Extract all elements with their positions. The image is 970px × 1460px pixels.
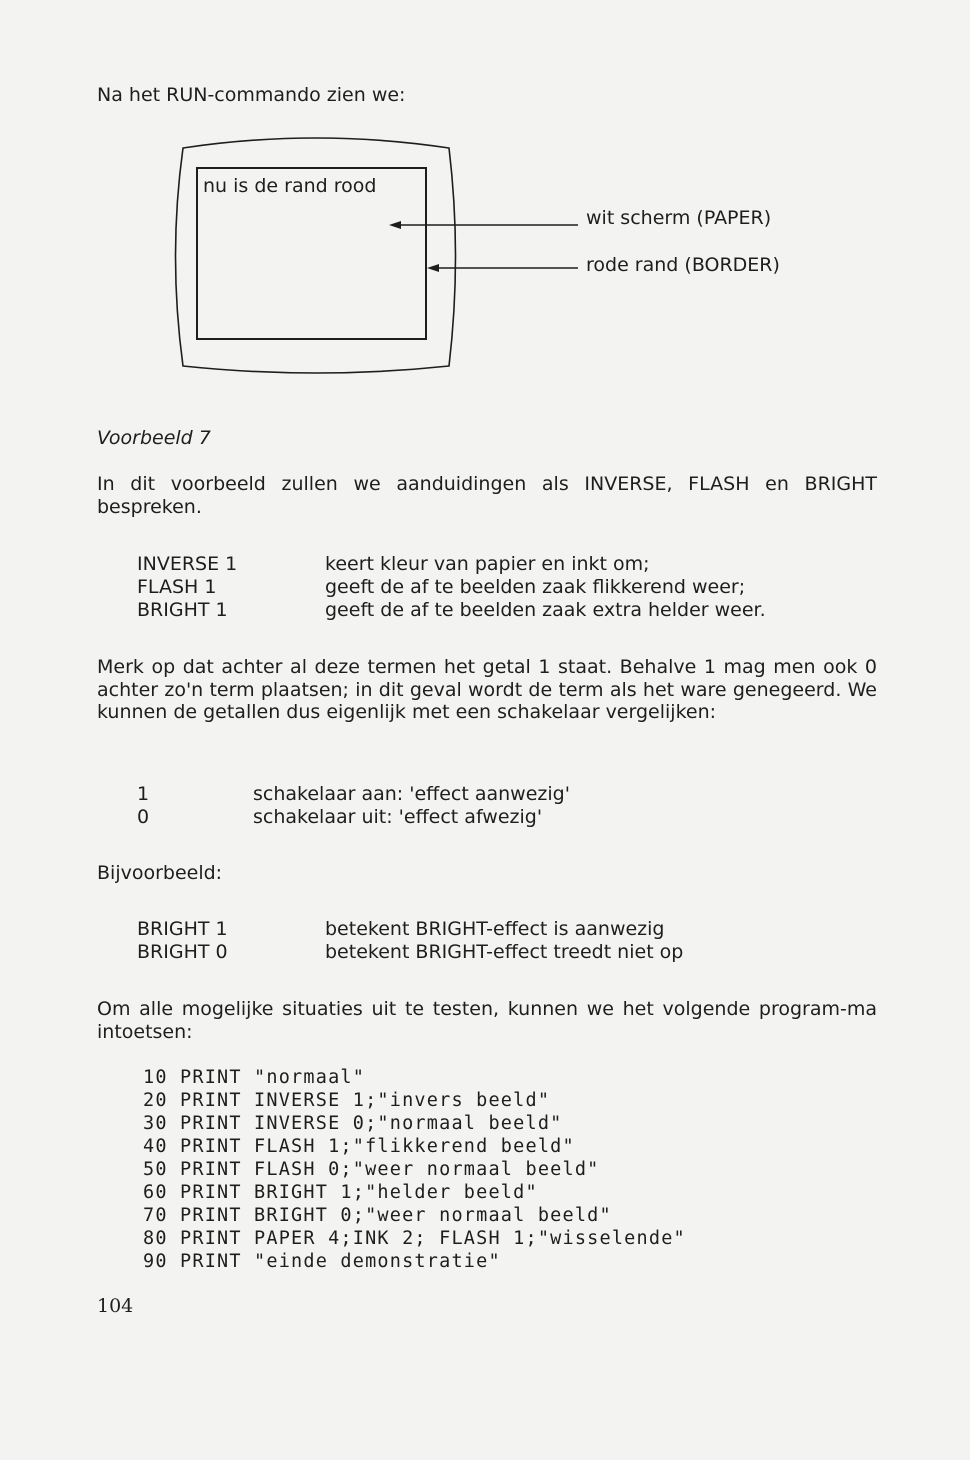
command-desc: geeft de af te beelden zaak flikkerend weer; bbox=[325, 576, 746, 598]
command-term: BRIGHT 1 bbox=[137, 599, 228, 621]
switch-desc: schakelaar uit: 'effect afwezig' bbox=[253, 806, 543, 828]
paragraph-2: Merk op dat achter al deze termen het getal 1 staat. Behalve 1 mag men ook 0 achter zo'n term plaatsen; in dit geval wordt de term als het ware genegeerd. We kunnen de getallen dus eigenlijk met een schakelaar vergelijken: bbox=[97, 656, 877, 723]
example-desc: betekent BRIGHT-effect treedt niet op bbox=[325, 941, 684, 963]
arrow-border-head bbox=[427, 264, 439, 272]
command-term: FLASH 1 bbox=[137, 576, 217, 598]
program-line: 10 PRINT "normaal" bbox=[143, 1067, 366, 1088]
page-number: 104 bbox=[97, 1295, 134, 1317]
screen-text: nu is de rand rood bbox=[203, 175, 377, 197]
tv-outer-frame bbox=[176, 138, 456, 373]
program-line: 30 PRINT INVERSE 0;"normaal beeld" bbox=[143, 1113, 563, 1134]
label-border: rode rand (BORDER) bbox=[586, 254, 780, 276]
program-line: 80 PRINT PAPER 4;INK 2; FLASH 1;"wisselende" bbox=[143, 1228, 686, 1249]
program-line: 70 PRINT BRIGHT 0;"weer normaal beeld" bbox=[143, 1205, 612, 1226]
paragraph-3: Om alle mogelijke situaties uit te testen, kunnen we het volgende program-ma intoetsen: bbox=[97, 998, 877, 1043]
program-line: 60 PRINT BRIGHT 1;"helder beeld" bbox=[143, 1182, 538, 1203]
command-desc: keert kleur van papier en inkt om; bbox=[325, 553, 650, 575]
example-label: Bijvoorbeeld: bbox=[97, 862, 223, 884]
program-line: 90 PRINT "einde demonstratie" bbox=[143, 1251, 501, 1272]
program-line: 50 PRINT FLASH 0;"weer normaal beeld" bbox=[143, 1159, 600, 1180]
label-paper: wit scherm (PAPER) bbox=[586, 207, 772, 229]
program-line: 40 PRINT FLASH 1;"flikkerend beeld" bbox=[143, 1136, 575, 1157]
switch-value: 0 bbox=[137, 806, 150, 828]
section-heading: Voorbeeld 7 bbox=[97, 427, 211, 449]
intro-text: Na het RUN-commando zien we: bbox=[97, 84, 406, 106]
program-line: 20 PRINT INVERSE 1;"invers beeld" bbox=[143, 1090, 551, 1111]
switch-value: 1 bbox=[137, 783, 150, 805]
command-term: INVERSE 1 bbox=[137, 553, 238, 575]
example-desc: betekent BRIGHT-effect is aanwezig bbox=[325, 918, 665, 940]
example-term: BRIGHT 1 bbox=[137, 918, 228, 940]
tv-screen-diagram bbox=[0, 0, 970, 420]
switch-desc: schakelaar aan: 'effect aanwezig' bbox=[253, 783, 570, 805]
paragraph-1: In dit voorbeeld zullen we aanduidingen als INVERSE, FLASH en BRIGHT bespreken. bbox=[97, 473, 877, 518]
example-term: BRIGHT 0 bbox=[137, 941, 228, 963]
command-desc: geeft de af te beelden zaak extra helder weer. bbox=[325, 599, 766, 621]
arrow-paper-head bbox=[389, 221, 401, 229]
